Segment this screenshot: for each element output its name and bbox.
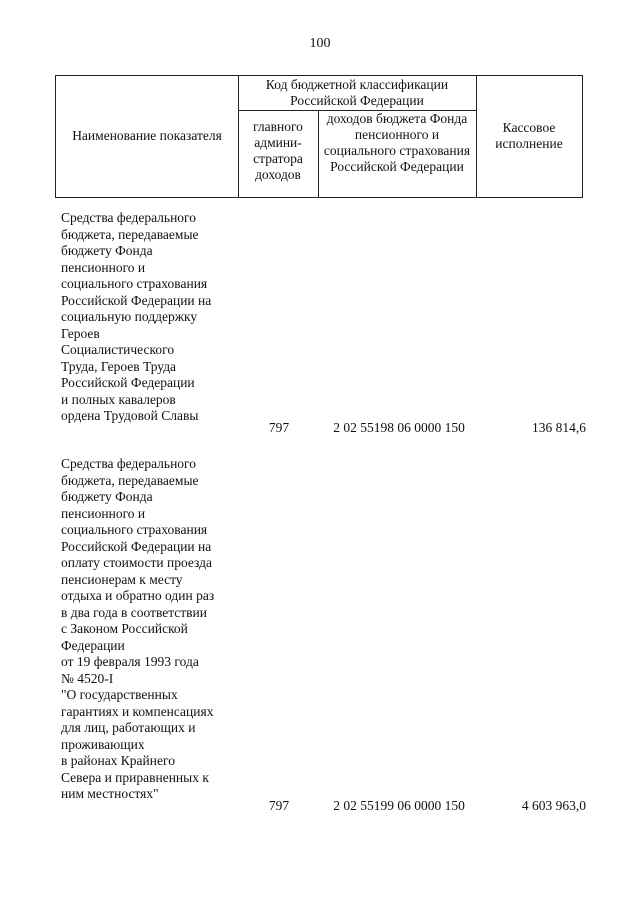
header-income-column: доходов бюджета Фонда пенсионного и социального страхования Российской Федерации [323, 111, 471, 174]
row-amount: 4 603 963,0 [521, 798, 586, 813]
header-right-border [582, 75, 583, 198]
header-admin-column: главного админи-стратора доходов [253, 119, 303, 182]
header-divider-2 [318, 110, 319, 198]
row-name: Средства федерального бюджета, передаваемые бюджету Фонда пенсионного и социального страхования Российской Федерации на оплату стоимости проезда пенсионерам к месту отдыха и обратно один раз в два года в соответствии с Законом Российской Федерации от 19 февраля 1993 года № 4520-I "О государственных гарантиях и компенсациях для лиц, работающих и проживающих в районах Крайнего Севера и приравненных к ним местностях" [61, 456, 215, 801]
header-name-column: Наименование показателя [72, 128, 222, 143]
row-amount: 136 814,6 [532, 420, 586, 435]
header-top-border [55, 75, 582, 76]
row-name: Средства федерального бюджета, передаваемые бюджету Фонда пенсионного и социального страхования Российской Федерации на социальную поддержку Героев Социалистического Труда, Героев Труда Российской Федерации и полных кавалеров ордена Трудовой Славы [61, 210, 212, 423]
header-code-group: Код бюджетной классификации Российской Федерации [265, 77, 449, 108]
row-income-code: 2 02 55199 06 0000 150 [333, 798, 465, 813]
header-execution-column: Кассовое исполнение [495, 120, 563, 151]
header-divider-3 [476, 75, 477, 198]
page-number: 100 [309, 36, 331, 51]
row-income-code: 2 02 55198 06 0000 150 [333, 420, 465, 435]
header-divider-1 [238, 75, 239, 198]
row-admin-code: 797 [268, 420, 290, 435]
row-admin-code: 797 [268, 798, 290, 813]
